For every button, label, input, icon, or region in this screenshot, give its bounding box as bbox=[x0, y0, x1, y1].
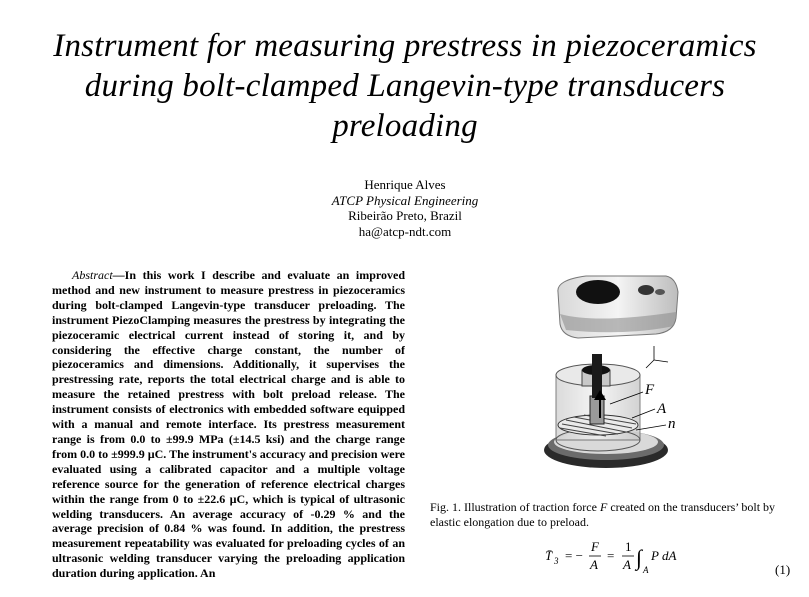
abstract-label: Abstract bbox=[72, 268, 113, 282]
author-affiliation: ATCP Physical Engineering bbox=[331, 192, 479, 208]
label-n: n bbox=[668, 416, 676, 432]
author-name: Henrique Alves bbox=[364, 177, 446, 192]
eq-equals: = bbox=[607, 548, 615, 563]
top-horn bbox=[558, 276, 678, 338]
eq-integral-subscript: A bbox=[643, 565, 649, 575]
caption-variable: F bbox=[599, 500, 608, 514]
transducer-illustration bbox=[526, 270, 704, 482]
eq-equals-minus: = − bbox=[565, 548, 583, 563]
eq-integral: ∫ bbox=[636, 545, 643, 570]
author-email: ha@atcp-ndt.com bbox=[358, 223, 452, 239]
eq-den2: A bbox=[623, 557, 631, 572]
caption-suffix: created on the transducers’ bolt by elastic elongation due to preload. bbox=[430, 500, 776, 529]
author-location: Ribeirão Preto, Brazil bbox=[348, 208, 462, 223]
figure-caption bbox=[430, 500, 788, 529]
caption-prefix: Fig. 1. Illustration of traction force bbox=[430, 500, 600, 514]
equation-number: (1) bbox=[775, 562, 791, 577]
eq-lhs: T̄ bbox=[545, 548, 553, 563]
eq-integrand: P dA bbox=[651, 548, 677, 563]
transducer-figure bbox=[526, 270, 704, 482]
eq-num1: F bbox=[591, 539, 599, 554]
eq-den1: A bbox=[590, 557, 598, 572]
abstract bbox=[52, 268, 405, 597]
eq-num2: 1 bbox=[625, 539, 632, 554]
abstract-text: —In this work I describe and evaluate an improved method and new instrument to measure prestress in piezoceramics during bolt-clamped Langevin-type transducer preloading. The instrument PiezoClamping measures the prestress by integrating the piezoceramic electrical current instead of storing it, and by considering the effective charge constant, the number of piezoceramics and dimensions. Additionally, it supervises the prestressing rate, reports the total electrical charge and is able to measure the retained prestress with bolt preload release. The instrument consists of electronics with embedded software equipped with a manual and remote interface. Its prestress measurement range is from 0.0 to ±99.9 MPa (±14.5 ksi) and the charge range from 0.0 to ±999.9 µC. The instrument's accuracy and precision were evaluated using a calibrated capacitor and a multiple voltage reference source for the generation of reference electrical charges within the range from 0 to ±22.6 µC, which is typical of ultrasonic welding transducers. An average accuracy of -0.29 % and the average precision of 0.84 % was found. In addition, the prestress measurement repeatability was evaluated for preloading cycles of an ultrasonic welding transducer varying the preloading application duration during application. An bbox=[52, 268, 405, 581]
label-F: F bbox=[645, 382, 655, 398]
label-A: A bbox=[657, 401, 667, 417]
eq-lhs-subscript: 3 bbox=[554, 556, 559, 566]
paper-title: Instrument for measuring prestress in piezoceramics during bolt-clamped Langevin-type transducers preloading bbox=[53, 28, 757, 144]
axis-triad bbox=[646, 346, 668, 368]
author-block bbox=[220, 177, 590, 239]
equation-1 bbox=[545, 538, 715, 578]
